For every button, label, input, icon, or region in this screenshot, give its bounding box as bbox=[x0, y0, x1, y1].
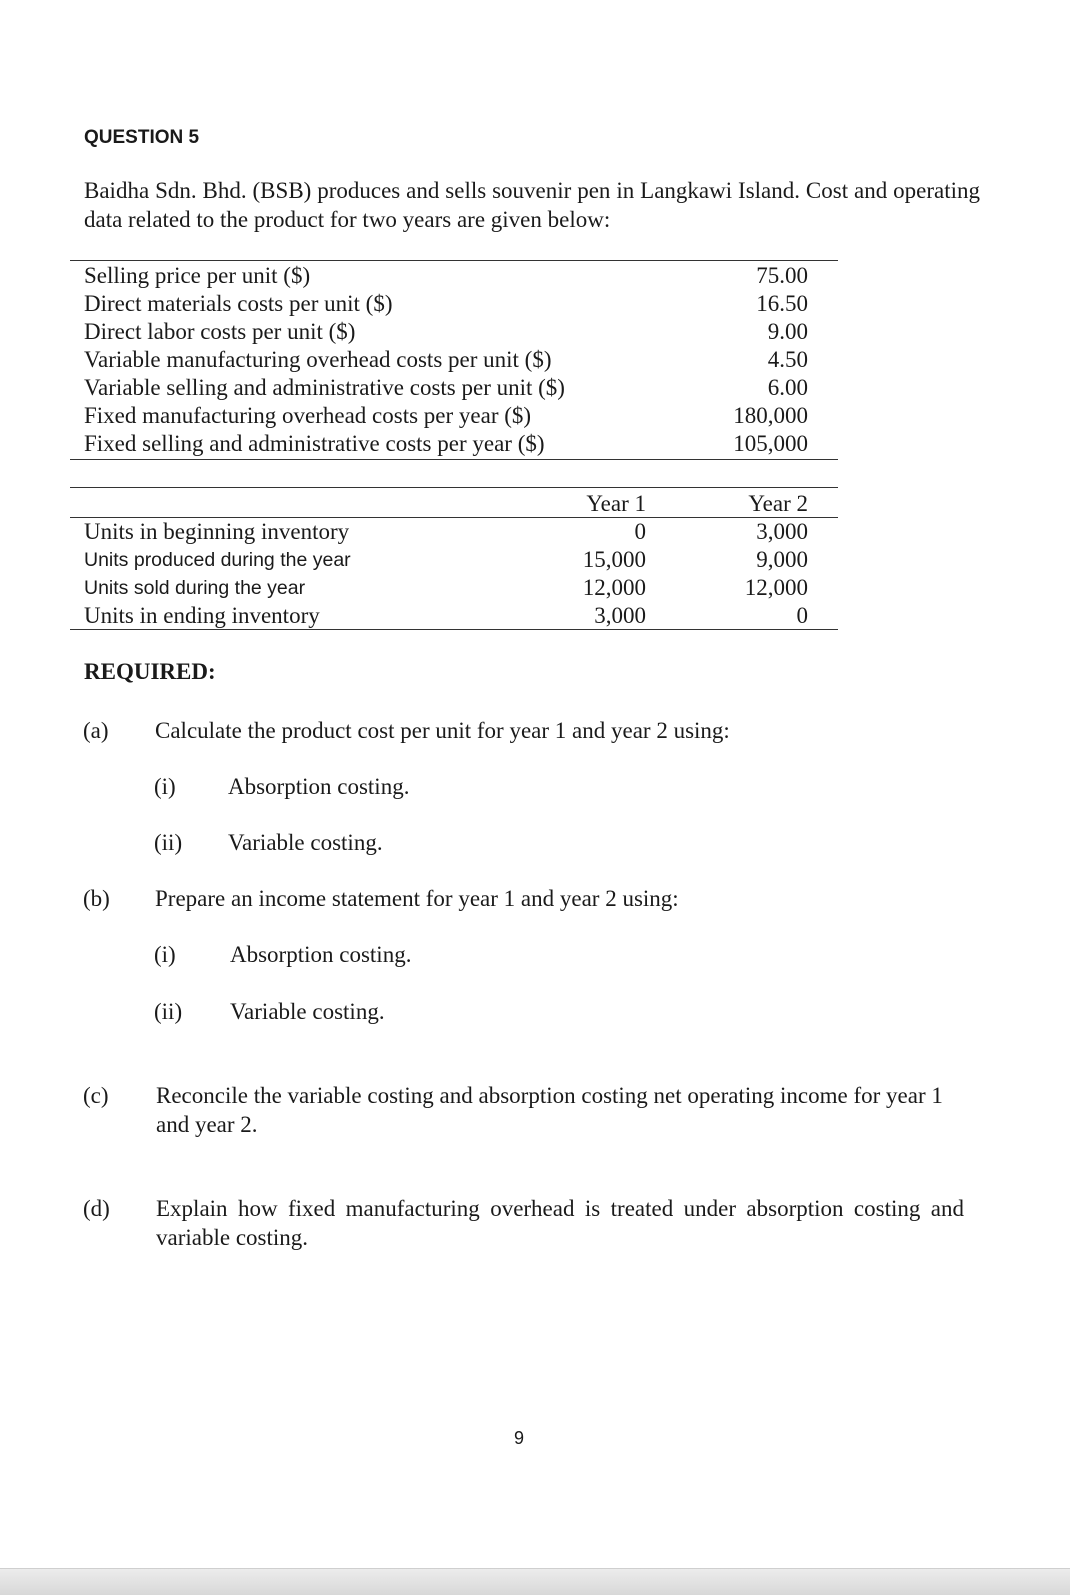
table-top-rule bbox=[70, 260, 838, 261]
row-label: Units in ending inventory bbox=[84, 603, 320, 628]
row-year-2: 9,000 bbox=[756, 547, 808, 572]
header-year-2: Year 2 bbox=[748, 491, 808, 516]
intro-paragraph: Baidha Sdn. Bhd. (BSB) produces and sells souvenir pen in Langkawi Island. Cost and operating data related to the product for two years are given below: bbox=[84, 178, 980, 232]
table-row bbox=[84, 346, 808, 374]
sub-text: Variable costing. bbox=[230, 999, 385, 1024]
question-mark: (c) bbox=[83, 1083, 109, 1108]
sub-mark: (ii) bbox=[154, 830, 183, 855]
row-label: Units produced during the year bbox=[84, 549, 351, 571]
units-table-top-rule bbox=[70, 487, 838, 488]
header-year-1: Year 1 bbox=[586, 491, 646, 516]
table-header-row bbox=[84, 490, 808, 518]
question-c bbox=[83, 1081, 965, 1139]
question-b bbox=[83, 884, 963, 913]
sub-text: Absorption costing. bbox=[230, 942, 412, 967]
row-label: Variable selling and administrative costs per unit ($) bbox=[84, 375, 565, 400]
horizontal-scrollbar[interactable] bbox=[0, 1568, 1070, 1595]
row-value: 75.00 bbox=[756, 263, 808, 288]
question-d bbox=[83, 1194, 965, 1252]
sub-text: Absorption costing. bbox=[228, 774, 410, 799]
table-row bbox=[84, 374, 808, 402]
table-row bbox=[84, 290, 808, 318]
row-value: 4.50 bbox=[767, 347, 808, 372]
sub-mark: (i) bbox=[154, 942, 176, 967]
row-year-2: 12,000 bbox=[744, 575, 808, 600]
question-text: Explain how fixed manufacturing overhead is treated under absorption costing and variable costing. bbox=[156, 1196, 964, 1250]
row-year-2: 0 bbox=[796, 603, 808, 628]
sub-mark: (ii) bbox=[154, 999, 183, 1024]
table-row bbox=[84, 402, 808, 430]
question-mark: (b) bbox=[83, 886, 110, 911]
question-a bbox=[83, 716, 963, 745]
row-value: 9.00 bbox=[767, 319, 808, 344]
table-row bbox=[84, 518, 808, 546]
question-text: Prepare an income statement for year 1 and year 2 using: bbox=[155, 886, 679, 911]
table-row bbox=[84, 318, 808, 346]
row-year-1: 3,000 bbox=[594, 603, 646, 628]
row-value: 180,000 bbox=[733, 403, 808, 428]
required-heading: REQUIRED: bbox=[84, 659, 216, 684]
row-label: Fixed selling and administrative costs per year ($) bbox=[84, 431, 545, 456]
question-text: Calculate the product cost per unit for year 1 and year 2 using: bbox=[155, 718, 730, 743]
row-year-1: 12,000 bbox=[582, 575, 646, 600]
units-table-bottom-rule bbox=[70, 629, 838, 630]
row-year-1: 0 bbox=[634, 519, 646, 544]
table-bottom-rule bbox=[70, 459, 838, 460]
row-label: Units in beginning inventory bbox=[84, 519, 350, 544]
row-value: 105,000 bbox=[733, 431, 808, 456]
table-row bbox=[84, 430, 808, 458]
table-row bbox=[84, 262, 808, 290]
row-label: Direct materials costs per unit ($) bbox=[84, 291, 393, 316]
row-value: 6.00 bbox=[767, 375, 808, 400]
row-label: Selling price per unit ($) bbox=[84, 263, 311, 288]
row-label: Fixed manufacturing overhead costs per year ($) bbox=[84, 403, 532, 428]
sub-text: Variable costing. bbox=[228, 830, 383, 855]
question-mark: (d) bbox=[83, 1196, 110, 1221]
row-label: Variable manufacturing overhead costs per unit ($) bbox=[84, 347, 552, 372]
table-row bbox=[84, 602, 808, 630]
question-text: Reconcile the variable costing and absorption costing net operating income for year 1 and year 2. bbox=[156, 1083, 943, 1137]
row-year-1: 15,000 bbox=[582, 547, 646, 572]
row-value: 16.50 bbox=[756, 291, 808, 316]
table-row bbox=[84, 574, 808, 602]
page-number: 9 bbox=[514, 1428, 525, 1448]
question-title: QUESTION 5 bbox=[84, 127, 200, 148]
row-label: Units sold during the year bbox=[84, 577, 306, 599]
row-year-2: 3,000 bbox=[756, 519, 808, 544]
sub-mark: (i) bbox=[154, 774, 176, 799]
table-row bbox=[84, 546, 808, 574]
question-mark: (a) bbox=[83, 718, 109, 743]
row-label: Direct labor costs per unit ($) bbox=[84, 319, 356, 344]
